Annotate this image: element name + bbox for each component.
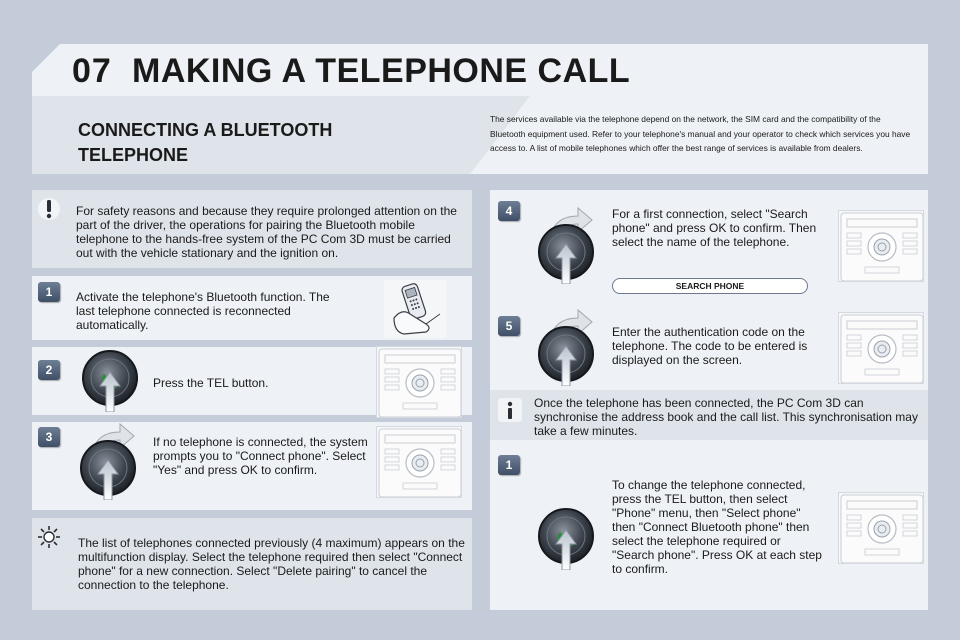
section-title: CONNECTING A BLUETOOTH TELEPHONE bbox=[78, 120, 333, 165]
page-title: MAKING A TELEPHONE CALL bbox=[132, 52, 631, 90]
ok-dial-icon bbox=[536, 306, 598, 386]
radio-console-icon bbox=[376, 426, 462, 498]
info-icon bbox=[498, 398, 522, 422]
radio-console-icon bbox=[376, 346, 462, 418]
change-step-badge: 1 bbox=[498, 455, 520, 475]
radio-console-icon bbox=[838, 210, 924, 282]
step-4-text: For a first connection, select "Search phone" and press OK to confirm. Then select the name of the telephone. bbox=[612, 207, 817, 249]
change-step-text: To change the telephone connected, press the TEL button, then select "Phone" menu, then "Select phone" then "Connect Bluetooth phone" then select the telephone required or "Search phone". Press OK at each step to confirm. bbox=[612, 478, 822, 576]
chapter-number: 07 bbox=[72, 52, 112, 90]
tips-text: The list of telephones connected previously (4 maximum) appears on the multifunction display. Select the telephone required then select "Connect phone" for a new connection. Select "Delete pairing" to cancel the connection to the telephone. bbox=[78, 536, 465, 592]
step-3-text: If no telephone is connected, the system prompts you to "Connect phone". Select "Yes" and press OK to confirm. bbox=[153, 435, 368, 477]
exclamation-icon bbox=[36, 196, 62, 222]
tel-dial-icon bbox=[536, 506, 596, 570]
radio-console-icon bbox=[838, 312, 924, 384]
header-corner-fold bbox=[32, 44, 60, 72]
step-4-badge: 4 bbox=[498, 201, 520, 221]
ok-dial-icon bbox=[536, 204, 598, 284]
search-phone-label: SEARCH PHONE bbox=[612, 278, 808, 294]
step-5-text: Enter the authentication code on the telephone. The code to be entered is displayed on the screen. bbox=[612, 325, 808, 367]
safety-warning-text: For safety reasons and because they require prolonged attention on the part of the driver, the operations for pairing the Bluetooth mobile telephone to the hands-free system of the PC Com 3D must be carried out with the vehicle stationary and the ignition on. bbox=[76, 204, 457, 260]
phone-in-hand-icon bbox=[380, 278, 450, 340]
info-text: Once the telephone has been connected, the PC Com 3D can synchronise the address book and the call list. This synchronisation may take a few minutes. bbox=[534, 396, 918, 438]
radio-console-icon bbox=[838, 492, 924, 564]
services-note: The services available via the telephone depend on the network, the SIM card and the compatibility of the Bluetooth equipment used. Refer to your telephone's manual and your operator to check which services you have access to. A list of mobile telephones which offer the best range of services is available from dealers. bbox=[490, 114, 911, 153]
step-1-text: Activate the telephone's Bluetooth function. The last telephone connected is reconnected automatically. bbox=[76, 290, 330, 332]
sun-tip-icon bbox=[36, 524, 62, 550]
step-5-badge: 5 bbox=[498, 316, 520, 336]
step-1-badge: 1 bbox=[38, 282, 60, 302]
step-3-badge: 3 bbox=[38, 427, 60, 447]
step-2-badge: 2 bbox=[38, 360, 60, 380]
ok-dial-icon bbox=[78, 420, 140, 500]
tel-dial-icon bbox=[80, 348, 140, 412]
step-2-text: Press the TEL button. bbox=[153, 376, 269, 390]
